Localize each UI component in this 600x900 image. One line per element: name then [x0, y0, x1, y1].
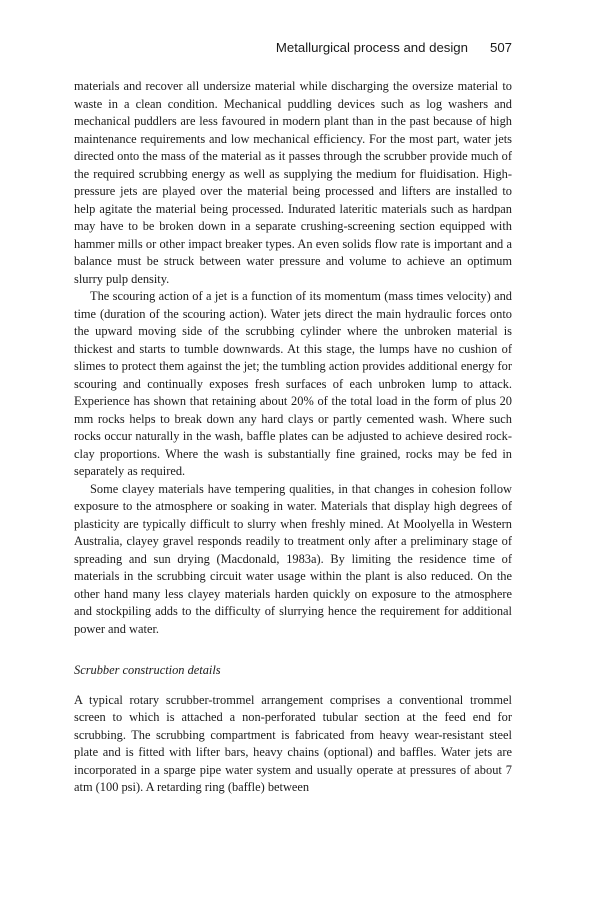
paragraph-jet-scouring: The scouring action of a jet is a function of its momentum (mass times velocity) and time (duration of the scouring action). Water jets direct the main hydraulic forces onto the upward moving side of the scrubbing cylinder where the unbroken material is thickest and starts to tumble downwards. At this stage, the lumps have no cushion of slimes to protect them against the jet; the tumbling action provides additional energy for scouring and continually exposes fresh surfaces of each unbroken lump to attack. Experience has shown that retaining about 20% of the total load in the form of plus 20 mm rocks helps to break down any hard clays or partly cemented wash. Where such rocks occur naturally in the wash, baffle plates can be adjusted to achieve desired rock-clay proportions. Where the wash is substantially fine grained, rocks may be fed in separately as required.: [74, 289, 512, 478]
section-heading: Scrubber construction details: [74, 663, 221, 677]
running-title: Metallurgical process and design: [275, 40, 468, 55]
paragraph-scrubber-construction: A typical rotary scrubber-trommel arrangement comprises a conventional trommel screen to which is attached a non-perforated tubular section at the feed end for scrubbing. The scrubbing compartment is fabricated from heavy wear-resistant steel plate and is fitted with lifter bars, heavy chains (optional) and baffles. Water jets are incorporated in a sparge pipe water system and usually operate at pressures of about 7 atm (100 psi). A retarding ring (baffle) between: [74, 692, 512, 794]
paragraph-clayey-materials: Some clayey materials have tempering qualities, in that changes in cohesion follow exposure to the atmosphere or soaking in water. Materials that display high degrees of plasticity are typically difficult to slurry when freshly mined. At Moolyella in Western Australia, clayey gravel responds readily to treatment only after a preliminary stage of spreading and sun drying (Macdonald, 1983a). By limiting the residence time of materials in the scrubbing circuit water usage within the plant is also reduced. On the other hand many less clayey materials harden quickly on exposure to the atmosphere and stockpiling adds to the difficulty of slurrying hence the requirement for additional power and water.: [74, 481, 512, 636]
running-header: [74, 40, 512, 55]
body-text: [74, 78, 512, 797]
page-number: 507: [489, 40, 512, 55]
paragraph-continued: materials and recover all undersize material while discharging the oversize material to waste in a clean condition. Mechanical puddling devices such as log washers and mechanical puddlers are less favoured in modern plant than in the past because of high maintenance requirements and low mechanical efficiency. For the most part, water jets directed onto the mass of the material as it passes through the scrubber provide much of the required scrubbing energy as well as supplying the medium for fluidisation. High-pressure jets are played over the material being processed and lifters are installed to help agitate the material being processed. Indurated lateritic materials such as hardpan may have to be broken down in a separate crushing-screening section equipped with hammer mills or other impact breaker types. An even solids flow rate is important and a balance must be struck between water pressure and volume to achieve an optimum slurry pulp density.: [74, 79, 512, 286]
